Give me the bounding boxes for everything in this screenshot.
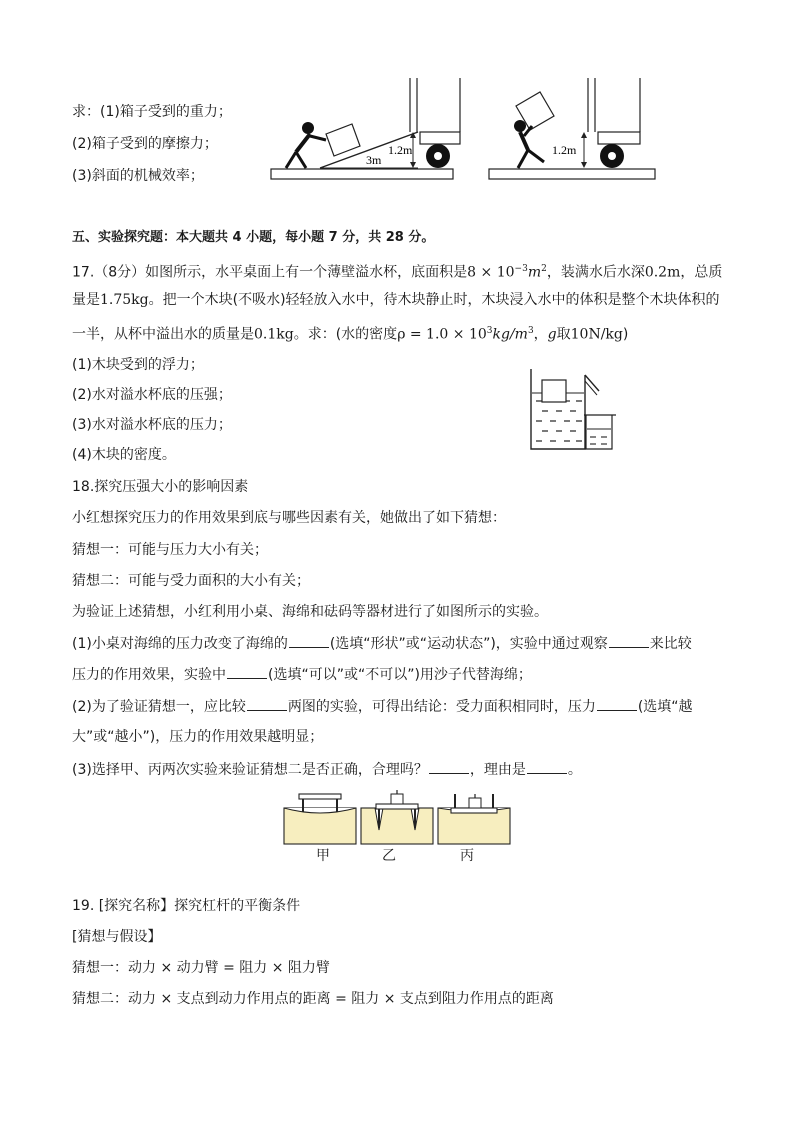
q18-sub-1-line-1 xyxy=(72,633,692,654)
q17-line-3 xyxy=(72,321,628,345)
answer-blank[interactable] xyxy=(429,759,469,774)
fig-label-yi: 乙 xyxy=(382,848,396,864)
q17-density-exp: 3 xyxy=(486,326,493,336)
q18-s1-text-c: 来比较 xyxy=(649,636,692,652)
q17-area: 8 × 10 xyxy=(467,264,515,281)
q18-s3-text-a: (3)选择甲、丙两次实验来验证猜想二是否正确，合理吗？ xyxy=(72,762,428,778)
q17-area-unit-exp: 2 xyxy=(541,264,547,274)
fig-label-jia: 甲 xyxy=(316,848,330,864)
q19-title: 19. [探究名称】探究杠杆的平衡条件 xyxy=(72,898,301,914)
q18-s1-text-d: 压力的作用效果，实验中 xyxy=(72,667,226,683)
q18-sub-2-line-2: 大”或“越小”)，压力的作用效果越明显； xyxy=(72,729,324,745)
q17-text-g: 。求：(水的密度 xyxy=(293,326,398,343)
q17-text-b: ，装满水后水深 xyxy=(546,264,645,281)
answer-blank[interactable] xyxy=(289,633,329,648)
overflow-cup-figure xyxy=(528,367,620,453)
q18-s2-text-a: (2)为了验证猜想一，应比较 xyxy=(72,699,246,715)
q17-part-2: (2)水对溢水杯底的压强； xyxy=(72,387,232,403)
q17-g-symbol: g xyxy=(547,326,557,343)
q18-s2-text-c: (选填“越 xyxy=(637,699,693,715)
q17-density-unit: kg/m xyxy=(492,326,528,343)
q17-text-h: ， xyxy=(533,326,548,343)
q18-s3-text-b: ，理由是 xyxy=(469,762,526,778)
q18-sub-1-line-2 xyxy=(72,664,532,685)
q17-text-c: ，总质 xyxy=(680,264,723,281)
q17-g-value: 10N/kg xyxy=(570,326,623,343)
q17-part-4: (4)木块的密度。 xyxy=(72,447,176,463)
q18-intro: 小红想探究压力的作用效果到底与哪些因素有关，她做出了如下猜想： xyxy=(72,510,506,526)
q16-ask-1: 求：(1)箱子受到的重力； xyxy=(72,104,232,120)
q19-guess-2: 猜想二：动力 × 支点到动力作用点的距离 = 阻力 × 支点到阻力作用点的距离 xyxy=(72,991,554,1007)
fig-label-bing: 丙 xyxy=(460,848,474,864)
q17-density: ρ = 1.0 × 10 xyxy=(397,326,487,343)
section-5-title: 五、实验探究题：本大题共 4 小题，每小题 7 分，共 28 分。 xyxy=(72,230,435,245)
q18-setup: 为验证上述猜想，小红利用小桌、海绵和砝码等器材进行了如图所示的实验。 xyxy=(72,604,548,620)
answer-blank[interactable] xyxy=(597,696,637,711)
q18-s1-text-b: (选填“形状”或“运动状态”)，实验中通过观察 xyxy=(329,636,608,652)
q18-s3-text-c: 。 xyxy=(567,762,582,778)
q18-guess-1: 猜想一：可能与压力大小有关； xyxy=(72,542,268,558)
q17-text-d: 量是 xyxy=(72,292,100,308)
q18-title: 18.探究压强大小的影响因素 xyxy=(72,479,249,495)
answer-blank[interactable] xyxy=(609,633,649,648)
q19-hypothesis-heading: [猜想与假设】 xyxy=(72,929,162,945)
q17-overflow-mass: 0.1kg xyxy=(254,326,294,343)
q17-area-exp: −3 xyxy=(514,264,528,274)
q17-density-unit-exp: 3 xyxy=(527,326,534,336)
q18-sub-2-line-1 xyxy=(72,696,693,717)
q17-total-mass: 1.75kg xyxy=(100,292,149,308)
q17-part-3: (3)水对溢水杯底的压力； xyxy=(72,417,232,433)
q16-ask-2: (2)箱子受到的摩擦力； xyxy=(72,136,218,152)
q17-text-a: 17.（8分）如图所示，水平桌面上有一个薄壁溢水杯，底面积是 xyxy=(72,264,468,281)
answer-blank[interactable] xyxy=(227,664,267,679)
q18-s1-text-a: (1)小桌对海绵的压力改变了海绵的 xyxy=(72,636,288,652)
q17-text-j: ) xyxy=(622,326,629,343)
q19-guess-1: 猜想一：动力 × 动力臂 = 阻力 × 阻力臂 xyxy=(72,960,330,976)
sponge-table-figure xyxy=(283,786,515,846)
q18-s2-text-b: 两图的实验，可得出结论：受力面积相同时，压力 xyxy=(287,699,596,715)
q18-s1-text-e: (选填“可以”或“不可以”)用沙子代替海绵； xyxy=(268,667,532,683)
q17-part-1: (1)木块受到的浮力； xyxy=(72,357,204,373)
incline-length-label: 3m xyxy=(366,153,382,167)
q16-ask-3: (3)斜面的机械效率； xyxy=(72,168,204,184)
lift-height-label: 1.2m xyxy=(552,143,577,157)
q17-text-f: 一半，从杯中溢出水的质量是 xyxy=(72,326,254,343)
incline-figure-push xyxy=(270,78,460,182)
q18-guess-2: 猜想二：可能与受力面积的大小有关； xyxy=(72,573,310,589)
incline-height-label: 1.2m xyxy=(388,143,413,157)
q17-line-1 xyxy=(72,259,722,283)
q17-text-i: 取 xyxy=(556,326,571,343)
answer-blank[interactable] xyxy=(247,696,287,711)
q17-text-e: 。把一个木块(不吸水)轻轻放入水中，待木块静止时，木块浸入水中的体积是整个木块体积的 xyxy=(148,292,720,308)
q17-line-2 xyxy=(72,290,720,310)
q17-depth: 0.2m xyxy=(644,264,681,281)
q17-area-unit: m xyxy=(527,264,542,281)
q18-sub-3 xyxy=(72,759,582,780)
answer-blank[interactable] xyxy=(527,759,567,774)
lift-figure xyxy=(488,78,660,182)
